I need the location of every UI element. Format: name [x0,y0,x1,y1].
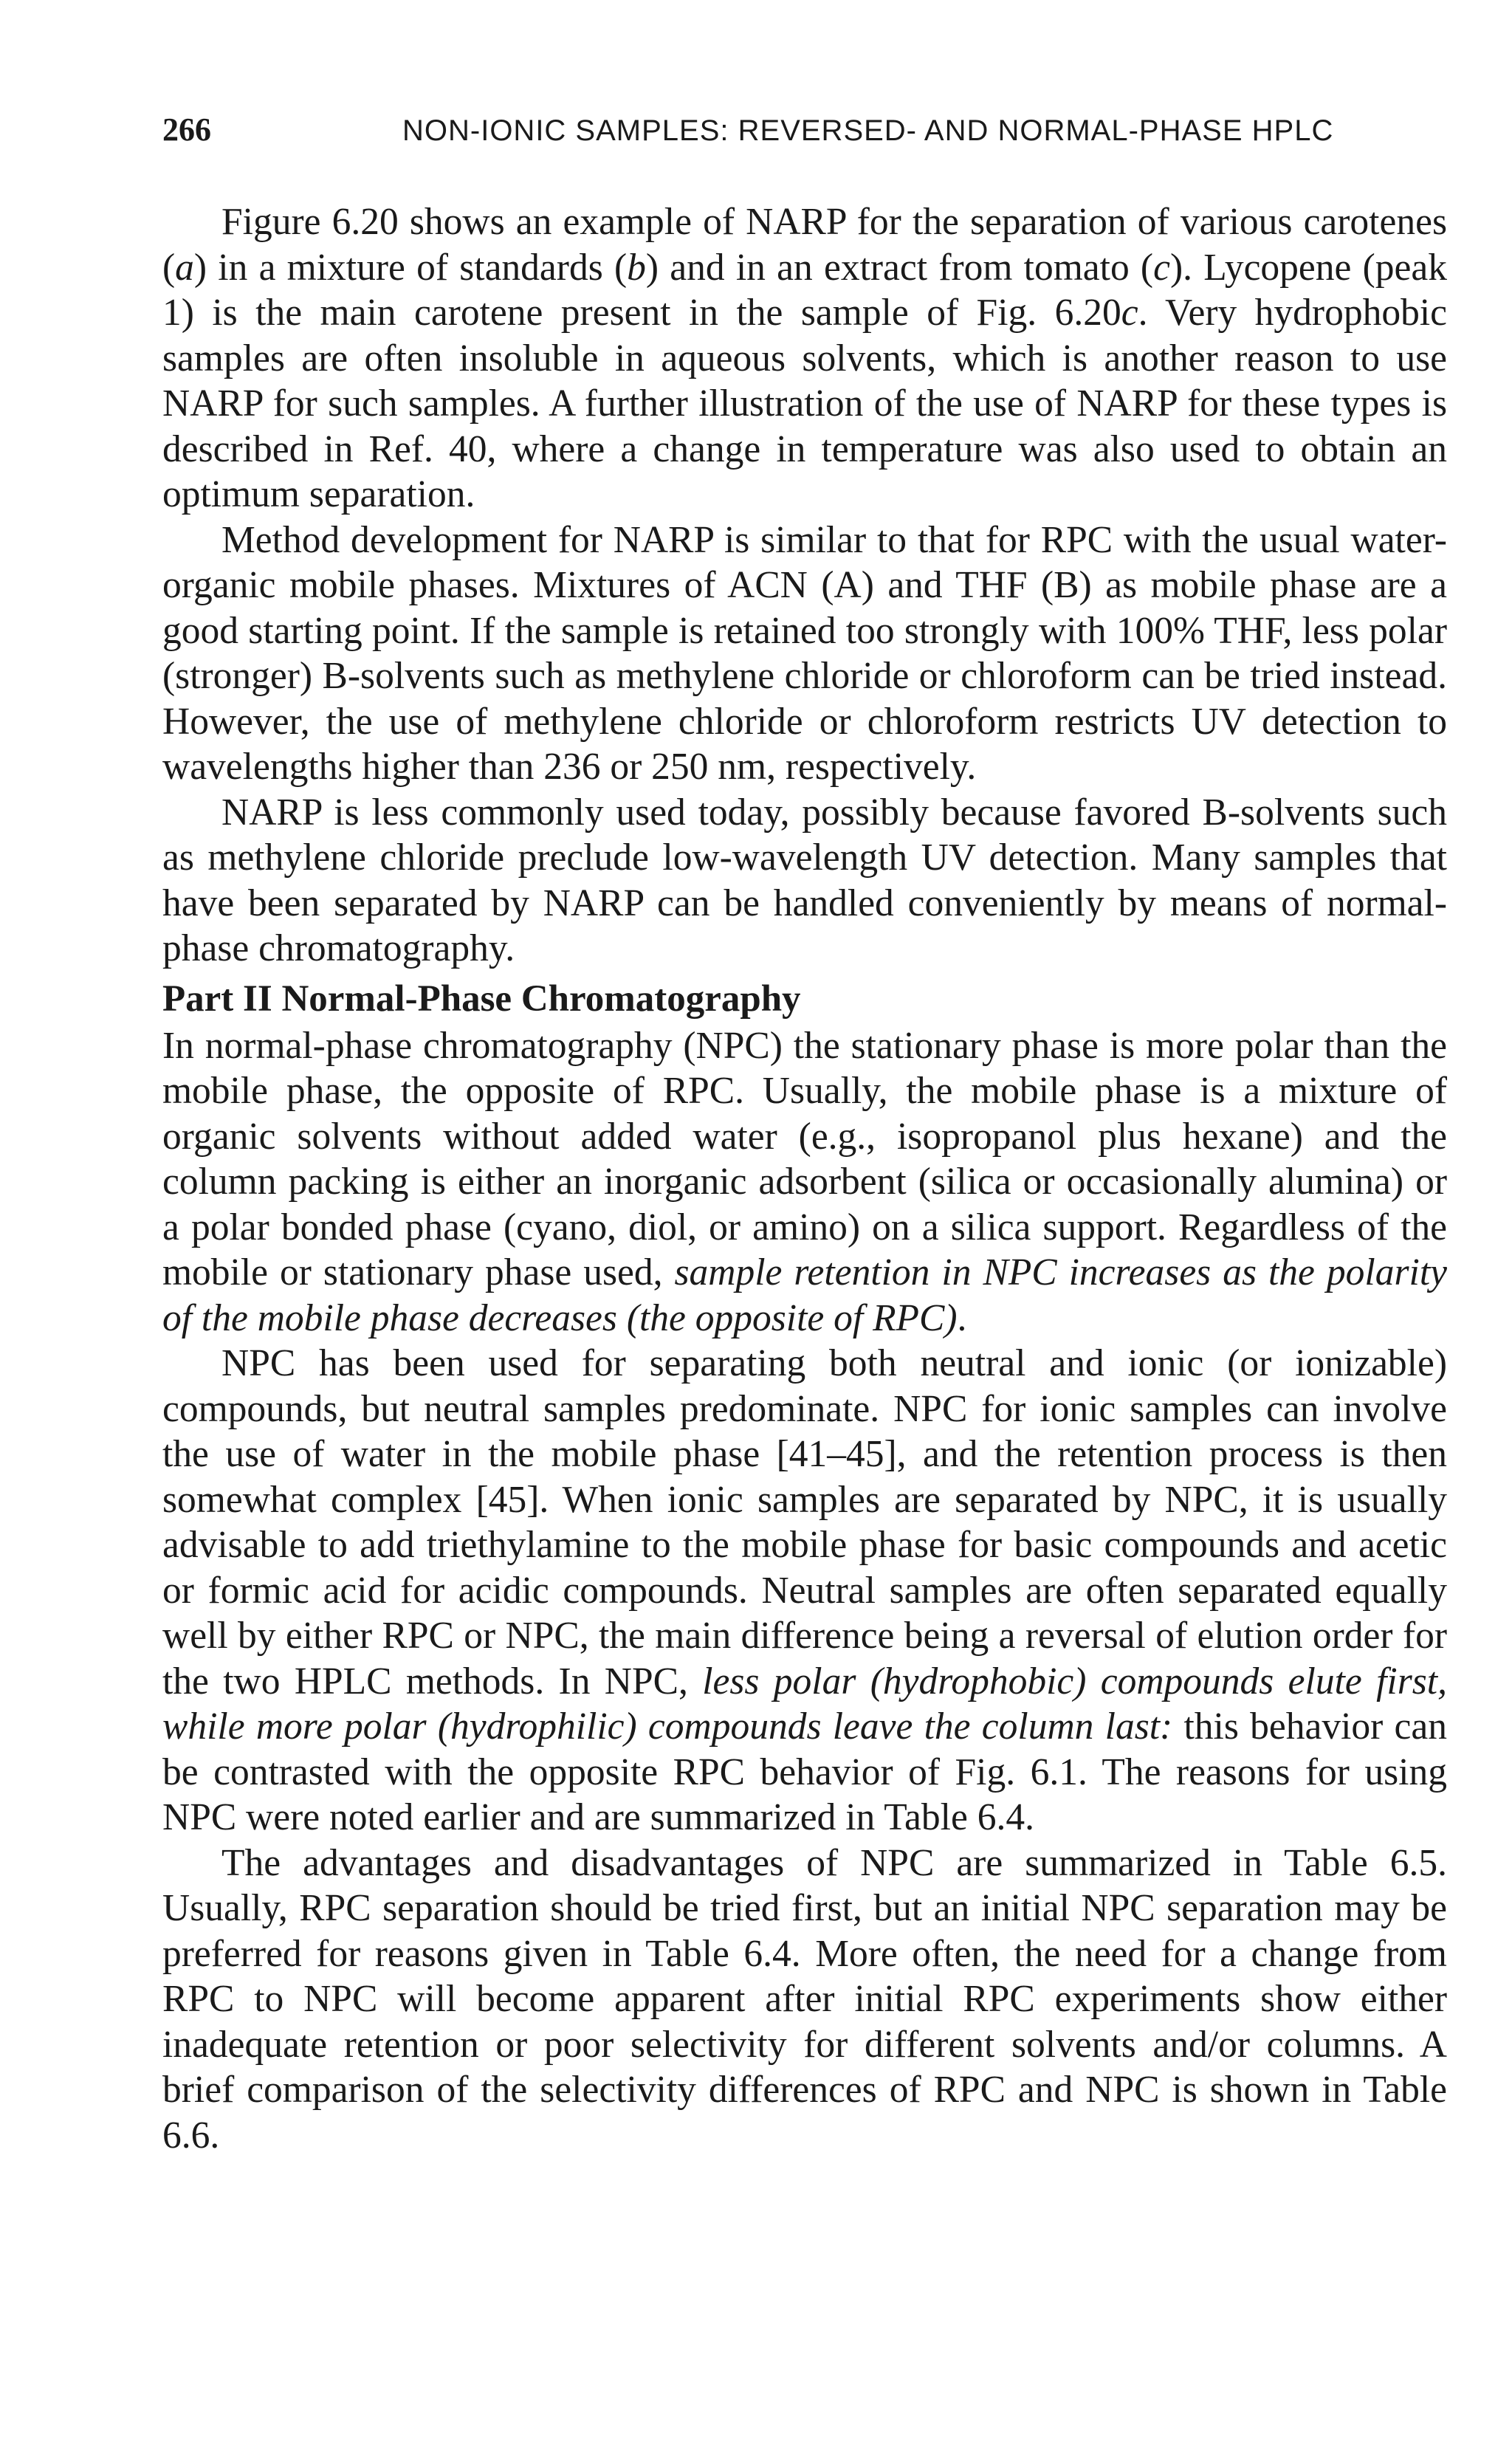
paragraph-npc-compounds: NPC has been used for separating both neutral and ionic (or ionizable) compounds, but neutral samples predominate. NPC for ionic samples can involve the use of water in the mobile phase [41–45], and the retention process is then somewhat complex [45]. When ionic samples are separated by NPC, it is usually advisable to add triethylamine to the mobile phase for basic compounds and acetic or formic acid for acidic compounds. Neutral samples are often separated equally well by either RPC or NPC, the main difference being a reversal of elution order for the two HPLC methods. In NPC, less polar (hydrophobic) compounds elute first, while more polar (hydrophilic) compounds leave the column last: this behavior can be contrasted with the opposite RPC behavior of Fig. 6.1. The reasons for using NPC were noted earlier and are summarized in Table 6.4. [162,1342,1447,1838]
page [162,111,1447,2158]
page-number: 266 [162,111,211,148]
paragraph-npc-advantages: The advantages and disadvantages of NPC are summarized in Table 6.5. Usually, RPC separation should be tried first, but an initial NPC separation may be preferred for reasons given in Table 6.4. More often, the need for a change from RPC to NPC will become apparent after initial RPC experiments show either inadequate retention or poor selectivity for different solvents and/or columns. A brief comparison of the selectivity differences of RPC and NPC is shown in Table 6.6. [162,1841,1447,2157]
running-title: NON-IONIC SAMPLES: REVERSED- AND NORMAL-PHASE HPLC [402,114,1334,147]
section-heading: Part II Normal-Phase Chromatography [162,977,801,1020]
paragraph-npc-definition: In normal-phase chromatography (NPC) the stationary phase is more polar than the mobile phase, the opposite of RPC. Usually, the mobile phase is a mixture of organic solvents without added water (e.g., isopropanol plus hexane) and the column packing is either an inorganic adsorbent (silica or occasionally alumina) or a polar bonded phase (cyano, diol, or amino) on a silica support. Regardless of the mobile or stationary phase used, sample retention in NPC increases as the polarity of the mobile phase decreases (the opposite of RPC). [162,1024,1447,1339]
running-head [162,111,1447,170]
paragraph-method-development: Method development for NARP is similar to that for RPC with the usual water-organic mobile phases. Mixtures of ACN (A) and THF (B) as mobile phase are a good starting point. If the sample is retained too strongly with 100% THF, less polar (stronger) B-solvents such as methylene chloride or chloroform can be tried instead. However, the use of methylene chloride or chloroform restricts UV detection to wavelengths higher than 236 or 250 nm, respectively. [162,518,1447,788]
paragraph-narp-usage: NARP is less commonly used today, possibly because favored B-solvents such as methylene chloride preclude low-wavelength UV detection. Many samples that have been separated by NARP can be handled conveniently by means of normal-phase chromatography. [162,791,1447,969]
paragraph-narp-example: Figure 6.20 shows an example of NARP for the separation of various carotenes (a) in a mixture of standards (b) and in an extract from tomato (c). Lycopene (peak 1) is the main carotene present in the sample of Fig. 6.20c. Very hydrophobic samples are often insoluble in aqueous solvents, which is another reason to use NARP for such samples. A further illustration of the use of NARP for these types is described in Ref. 40, where a change in temperature was also used to obtain an optimum separation. [162,201,1447,515]
